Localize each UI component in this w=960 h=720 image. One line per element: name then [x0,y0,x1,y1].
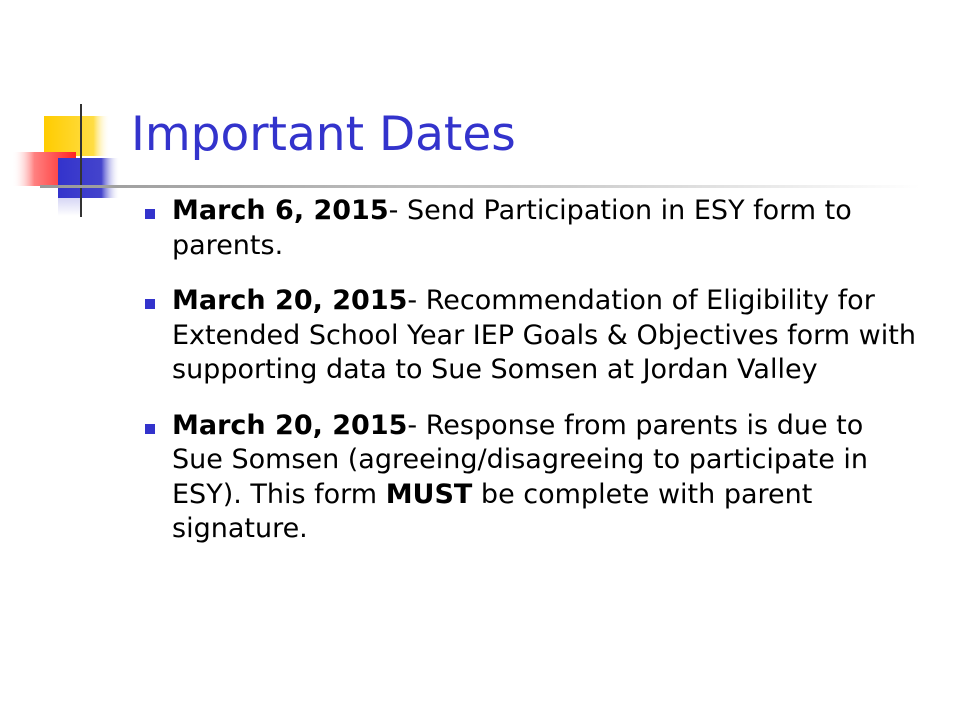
bullet-square-icon [145,299,155,309]
bullet-text: - Recommendation of Eligibility for Extended School Year IEP Goals & Objectives form with supporting data to Sue Somsen at Jordan Valley [172,285,916,385]
quadrant-squares-icon [0,0,140,230]
bullet-text: - Send Participation in ESY form to parents. [172,195,852,261]
slide-title: Important Dates [131,107,516,162]
bullet-date: March 20, 2015 [172,409,408,441]
bullet-list [172,194,917,568]
bullet-item [172,284,917,388]
bullet-square-icon [145,209,155,219]
bullet-item [172,409,917,547]
title-divider [40,185,920,188]
bullet-emphasis: MUST [385,478,473,510]
bullet-date: March 20, 2015 [172,285,408,316]
bullet-date: March 6, 2015 [172,195,389,226]
bullet-square-icon [145,424,155,434]
bullet-text: - Response from parents is due to Sue Somsen (agreeing/disagreeing to participate in ESY). This form [172,409,869,510]
bullet-text-end: be complete with parent signature. [172,478,813,544]
bullet-item [172,194,917,263]
